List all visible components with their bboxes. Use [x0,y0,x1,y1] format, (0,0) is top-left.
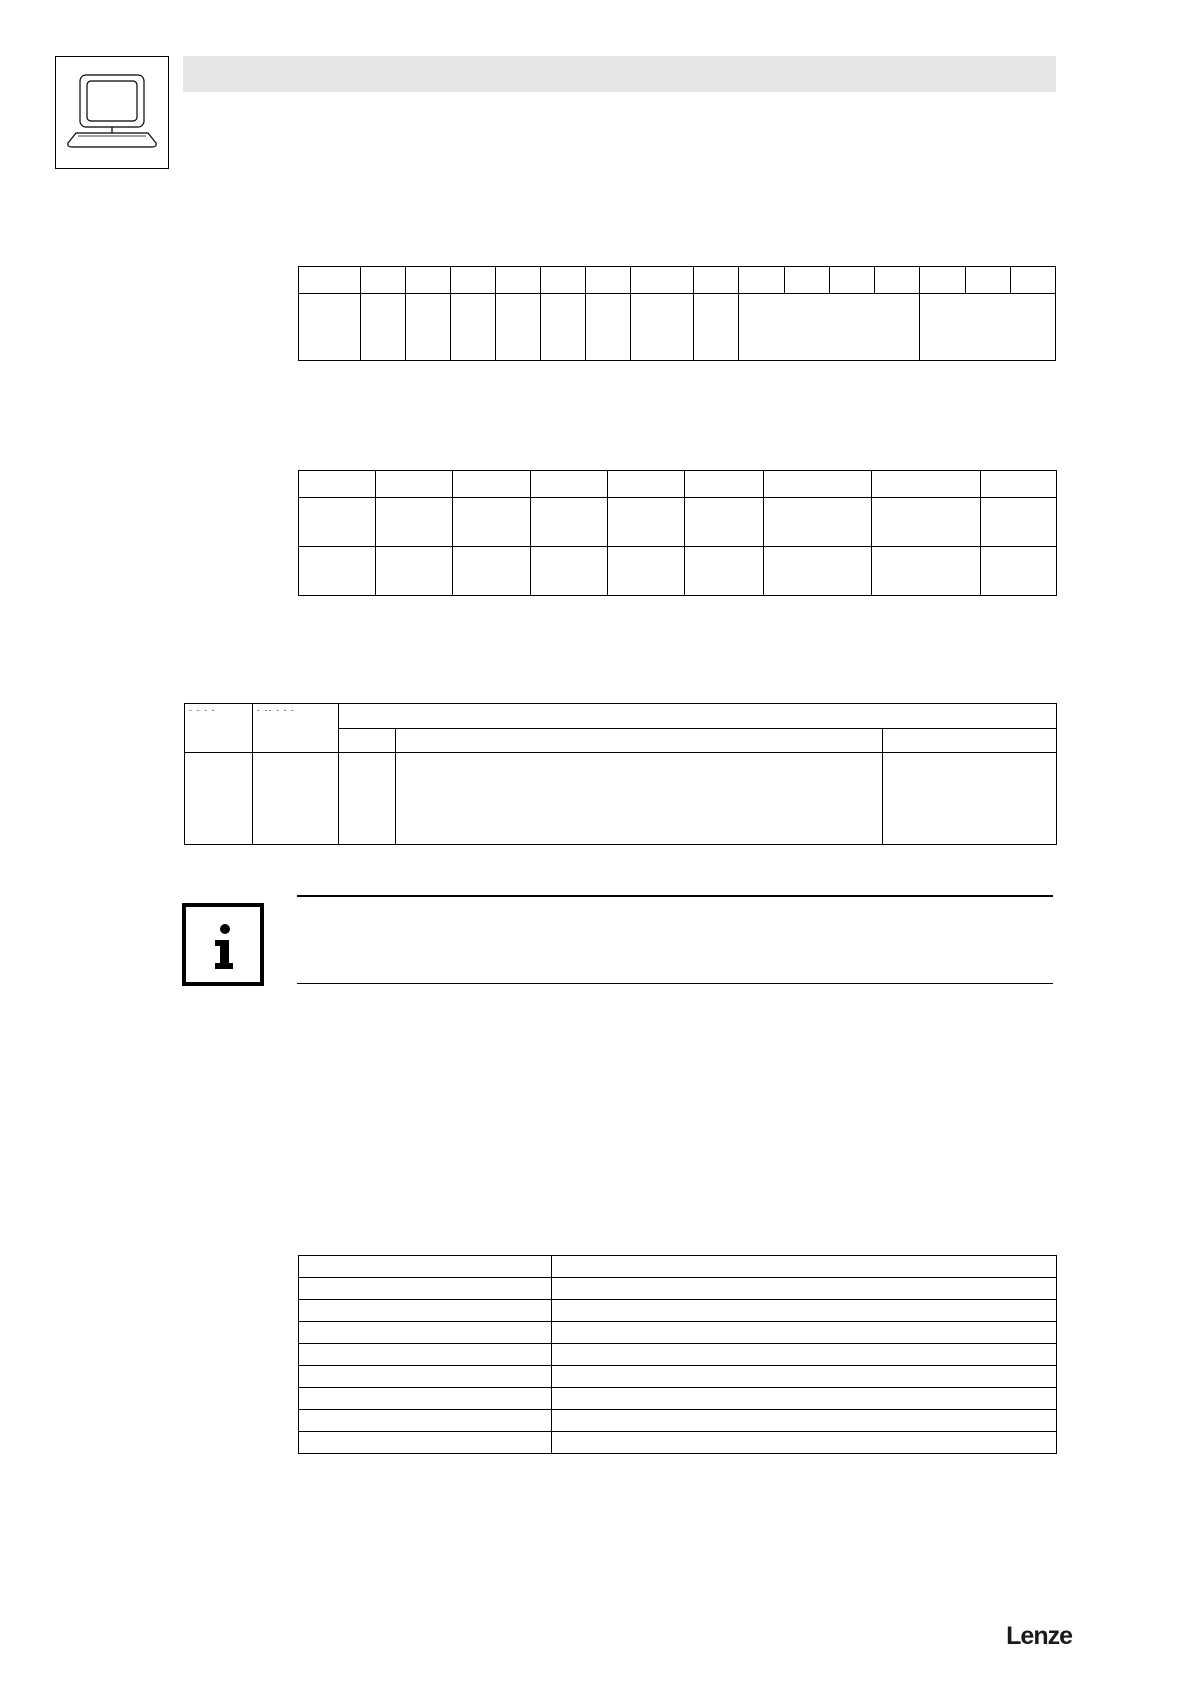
table-row [299,1256,1057,1278]
brand-logo: Lenze [1006,1622,1072,1650]
note-top-rule [297,895,1053,897]
table-row [299,267,1056,294]
table-row [299,1432,1057,1454]
column-header-name: - -- - - - [257,705,295,715]
table-row [299,1278,1057,1300]
info-note-box [182,903,264,986]
column-header-code: - - - - [189,705,216,715]
table-row [185,753,1057,845]
info-icon [186,907,260,982]
table-row [299,1300,1057,1322]
value-table [298,470,1057,596]
table-row [299,1344,1057,1366]
two-column-table [298,1255,1057,1454]
table-row [299,1410,1057,1432]
table-row [299,498,1057,547]
computer-monitor-icon [56,57,167,167]
parameter-table [184,703,1057,845]
table-row [299,1366,1057,1388]
table-row [299,547,1057,596]
chapter-icon-box [55,56,169,169]
chapter-title-bar [183,56,1056,92]
bit-layout-table [298,266,1056,361]
table-row [299,471,1057,498]
table-row [299,1322,1057,1344]
table-row [299,1388,1057,1410]
note-bottom-rule [297,983,1053,984]
table-row [299,294,1056,361]
table-row [185,704,1057,729]
